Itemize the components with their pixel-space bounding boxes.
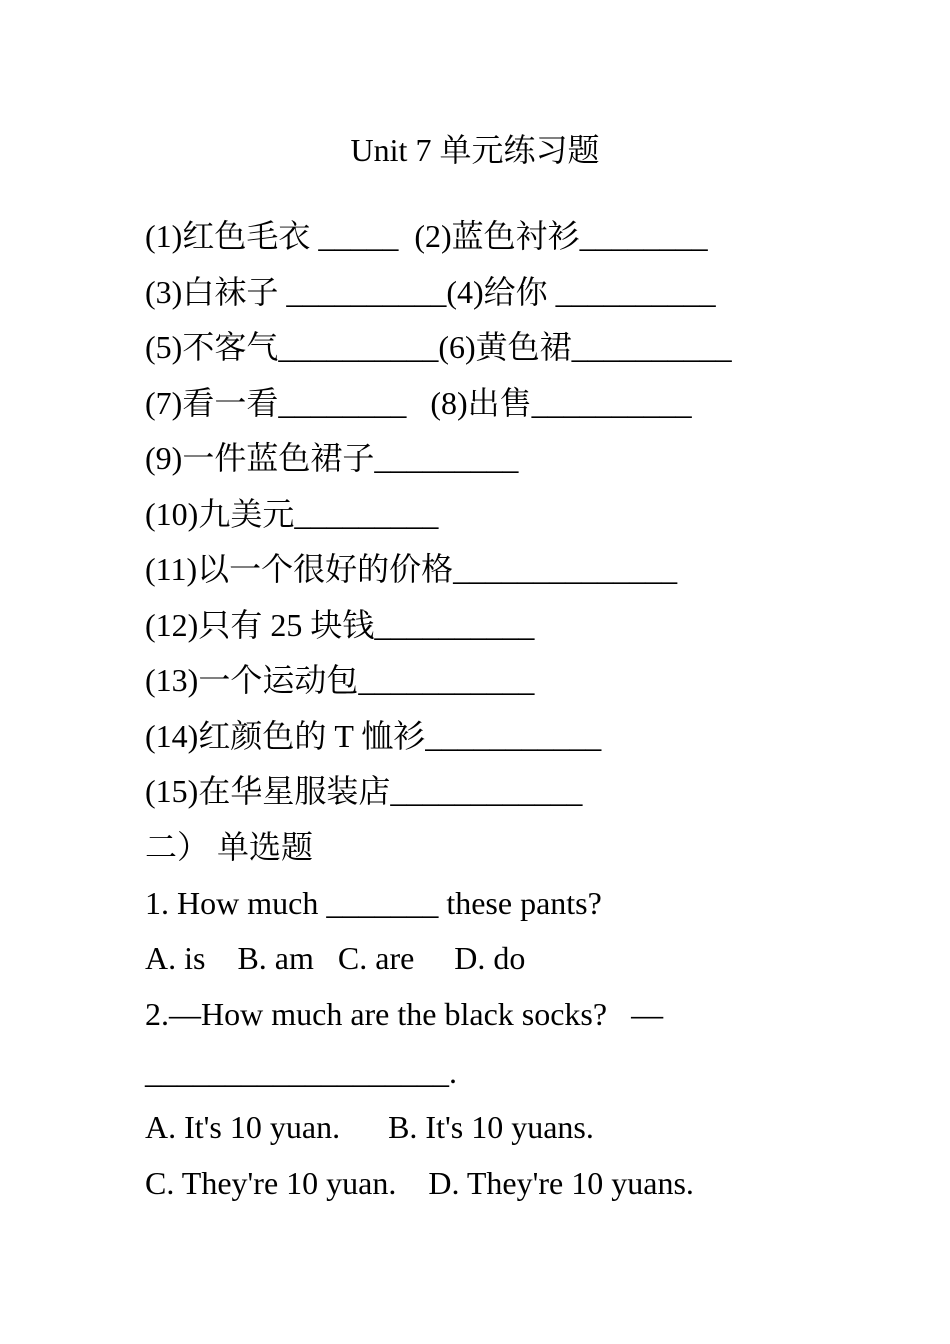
question-2-blank: ___________________. [145, 1054, 457, 1090]
page-title: Unit 7 单元练习题 [350, 132, 600, 168]
vocab-item-5-6: (5)不客气__________(6)黄色裙__________ [145, 329, 732, 365]
vocab-item-10: (10)九美元_________ [145, 496, 439, 532]
section-heading: 二） 单选题 [145, 829, 314, 865]
question-2-options-cd: C. They're 10 yuan. D. They're 10 yuans. [145, 1165, 694, 1201]
vocab-item-13: (13)一个运动包___________ [145, 662, 535, 698]
vocab-item-9: (9)一件蓝色裙子_________ [145, 440, 519, 476]
vocab-item-7-8: (7)看一看________ (8)出售__________ [145, 385, 692, 421]
question-1: 1. How much _______ these pants? [145, 885, 602, 921]
question-1-options: A. is B. am C. are D. do [145, 940, 526, 976]
vocab-item-12: (12)只有 25 块钱__________ [145, 607, 535, 643]
vocab-item-15: (15)在华星服装店____________ [145, 773, 583, 809]
question-2-options-ab: A. It's 10 yuan. B. It's 10 yuans. [145, 1109, 594, 1145]
vocab-item-11: (11)以一个很好的价格______________ [145, 551, 678, 587]
vocab-item-14: (14)红颜色的 T 恤衫___________ [145, 718, 602, 754]
question-2: 2.—How much are the black socks? — [145, 996, 664, 1032]
vocab-item-1-2: (1)红色毛衣 _____ (2)蓝色衬衫________ [145, 218, 708, 254]
vocab-item-3-4: (3)白袜子 __________(4)给你 __________ [145, 274, 716, 310]
